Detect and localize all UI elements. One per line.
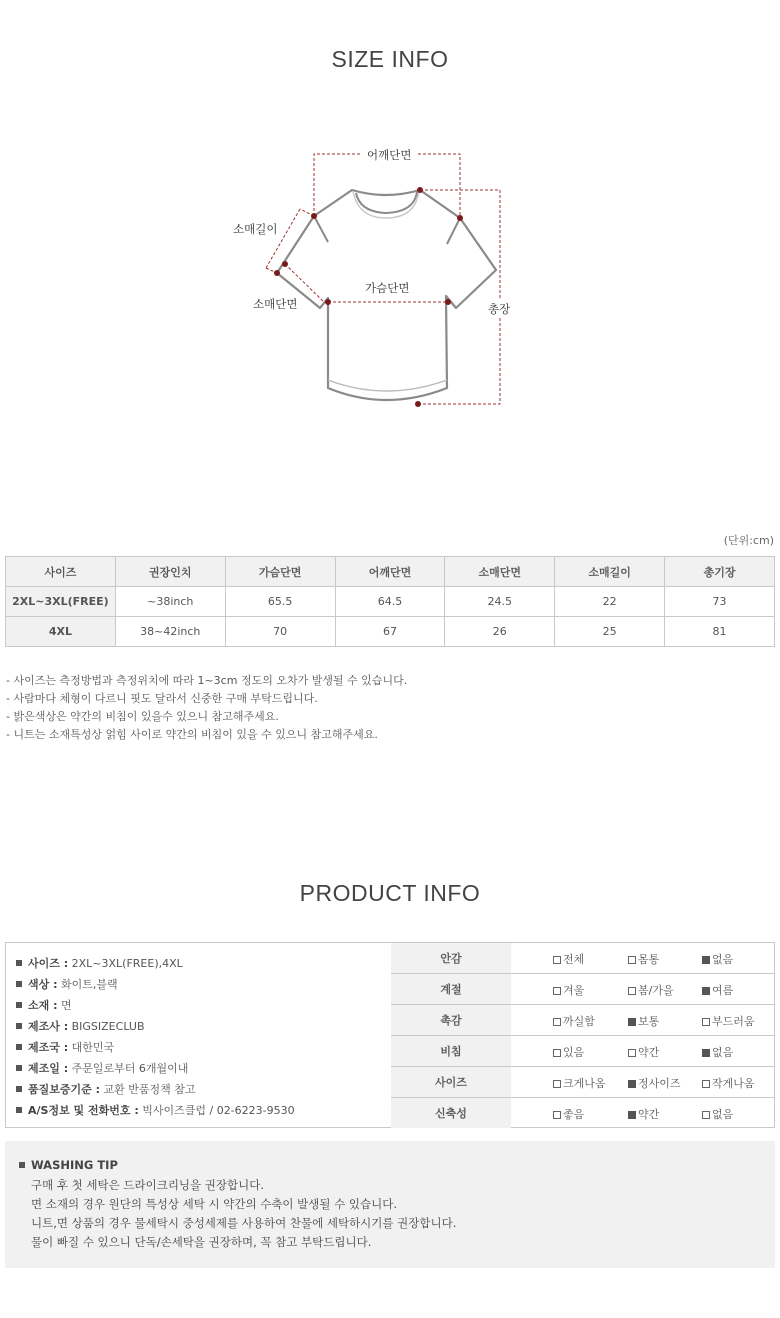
checked-box-icon xyxy=(628,1080,636,1088)
bullet-square-icon xyxy=(16,1086,22,1092)
bullet-square-icon xyxy=(16,1044,22,1050)
feature-option-text: 몸통 xyxy=(638,953,660,966)
feature-row xyxy=(391,1005,774,1036)
size-notes xyxy=(6,672,407,744)
unchecked-box-icon xyxy=(702,1018,710,1026)
spec-key: 소재 : xyxy=(28,999,58,1012)
feature-option-text: 약간 xyxy=(638,1108,660,1121)
label-chest: 가슴단면 xyxy=(365,281,410,295)
table-cell: 65.5 xyxy=(225,587,335,617)
feature-options xyxy=(511,1005,774,1036)
feature-option-text: 작게나옴 xyxy=(712,1077,755,1090)
product-info-title: PRODUCT INFO xyxy=(299,880,481,906)
unchecked-box-icon xyxy=(553,1111,561,1119)
spec-value: 교환 반품정책 참고 xyxy=(103,1083,196,1096)
washing-tip-box xyxy=(5,1141,775,1268)
feature-label: 계절 xyxy=(391,974,511,1005)
spec-value: 대한민국 xyxy=(71,1041,115,1054)
unchecked-box-icon xyxy=(628,1049,636,1057)
spec-value: 화이트,블랙 xyxy=(60,978,118,991)
bullet-square-icon xyxy=(16,960,22,966)
measure-dot xyxy=(282,261,288,267)
measure-dot xyxy=(274,270,280,276)
spec-key: 제조사 : xyxy=(28,1020,69,1033)
spec-item xyxy=(16,1058,391,1079)
unchecked-box-icon xyxy=(553,1080,561,1088)
checked-box-icon xyxy=(628,1111,636,1119)
note-line: - 밝은색상은 약간의 비침이 있을수 있으니 참고해주세요. xyxy=(6,710,279,723)
feature-option xyxy=(553,1013,595,1029)
table-cell: 67 xyxy=(335,617,445,647)
feature-label: 촉감 xyxy=(391,1005,511,1036)
spec-key: 사이즈 : xyxy=(28,957,69,970)
column-header: 총기장 xyxy=(665,557,775,587)
table-cell: 64.5 xyxy=(335,587,445,617)
label-total-length: 총장 xyxy=(488,302,511,316)
column-header: 소매길이 xyxy=(555,557,665,587)
spec-value: 면 xyxy=(60,999,72,1012)
feature-row xyxy=(391,1067,774,1098)
unchecked-box-icon xyxy=(553,1049,561,1057)
table-cell: ~38inch xyxy=(115,587,225,617)
table-row xyxy=(6,587,775,617)
measure-dot xyxy=(445,299,451,305)
checked-box-icon xyxy=(702,956,710,964)
feature-option-text: 있음 xyxy=(563,1046,585,1059)
table-cell: 81 xyxy=(665,617,775,647)
feature-option xyxy=(553,1044,584,1060)
table-cell-size: 4XL xyxy=(6,617,116,647)
washing-tip-line: 물이 빠질 수 있으니 단독/손세탁을 권장하며, 꼭 참고 부탁드립니다. xyxy=(31,1235,372,1249)
feature-label: 비침 xyxy=(391,1036,511,1067)
feature-option xyxy=(702,1075,755,1091)
bullet-square-icon xyxy=(16,1107,22,1113)
feature-option xyxy=(553,951,584,967)
measure-dot xyxy=(311,213,317,219)
feature-options xyxy=(511,974,774,1005)
unchecked-box-icon xyxy=(628,987,636,995)
spec-value: 2XL~3XL(FREE),4XL xyxy=(71,957,183,970)
feature-option xyxy=(628,1013,659,1029)
feature-option-text: 크게나옴 xyxy=(563,1077,606,1090)
feature-option-text: 보통 xyxy=(638,1015,660,1028)
column-header: 소매단면 xyxy=(445,557,555,587)
table-row xyxy=(6,617,775,647)
checked-box-icon xyxy=(628,1018,636,1026)
spec-key: 품질보증기준 : xyxy=(28,1083,100,1096)
column-header: 가슴단면 xyxy=(225,557,335,587)
unchecked-box-icon xyxy=(553,1018,561,1026)
feature-row xyxy=(391,1098,774,1129)
measure-dot xyxy=(457,215,463,221)
tshirt-measurement-diagram xyxy=(0,0,780,520)
size-info-title: SIZE INFO xyxy=(331,46,449,72)
unchecked-box-icon xyxy=(553,987,561,995)
feature-option xyxy=(702,1044,733,1060)
unchecked-box-icon xyxy=(628,956,636,964)
label-sleeve-length: 소매길이 xyxy=(233,222,278,236)
column-header: 권장인치 xyxy=(115,557,225,587)
washing-tip-title xyxy=(19,1158,118,1172)
feature-option-text: 봄/가을 xyxy=(638,984,674,997)
product-info-box xyxy=(5,942,775,1128)
feature-option xyxy=(702,1013,755,1029)
size-table-header-row xyxy=(6,557,775,587)
label-sleeve-width: 소매단면 xyxy=(253,297,298,311)
unchecked-box-icon xyxy=(702,1111,710,1119)
table-cell: 25 xyxy=(555,617,665,647)
feature-option-text: 전체 xyxy=(563,953,585,966)
spec-value: 빅사이즈클럽 / 02-6223-9530 xyxy=(142,1104,295,1117)
bullet-square-icon xyxy=(16,1065,22,1071)
feature-option-text: 없음 xyxy=(712,1046,734,1059)
feature-option xyxy=(628,1044,659,1060)
feature-row xyxy=(391,943,774,974)
spec-value: 주문일로부터 6개월이내 xyxy=(71,1062,189,1075)
feature-option-text: 겨울 xyxy=(563,984,585,997)
size-table xyxy=(5,556,775,647)
feature-option-text: 까실함 xyxy=(563,1015,595,1028)
spec-item xyxy=(16,953,391,974)
feature-option xyxy=(553,1106,584,1122)
feature-label: 안감 xyxy=(391,943,511,974)
feature-option-text: 좋음 xyxy=(563,1108,585,1121)
feature-option xyxy=(628,1106,659,1122)
table-cell: 70 xyxy=(225,617,335,647)
table-cell: 24.5 xyxy=(445,587,555,617)
feature-options xyxy=(511,1098,774,1129)
spec-key: 색상 : xyxy=(28,978,58,991)
note-line: - 사이즈는 측정방법과 측정위치에 따라 1~3cm 정도의 오차가 발생될 수 있습니다. xyxy=(6,674,408,687)
washing-tip-line: 면 소재의 경우 원단의 특성상 세탁 시 약간의 수축이 발생될 수 있습니다. xyxy=(31,1197,398,1211)
feature-option-text: 없음 xyxy=(712,1108,734,1121)
note-line: - 니트는 소재특성상 얽힘 사이로 약간의 비침이 있을 수 있으니 참고해주세요. xyxy=(6,728,378,741)
feature-option-text: 정사이즈 xyxy=(638,1077,681,1090)
spec-item xyxy=(16,1037,391,1058)
measure-dot xyxy=(417,187,423,193)
unchecked-box-icon xyxy=(702,1080,710,1088)
unit-label: (단위:cm) xyxy=(723,534,774,547)
spec-key: A/S정보 및 전화번호 : xyxy=(28,1104,139,1117)
washing-tip-line: 구매 후 첫 세탁은 드라이크리닝을 권장합니다. xyxy=(31,1178,265,1192)
table-cell: 38~42inch xyxy=(115,617,225,647)
table-cell-size: 2XL~3XL(FREE) xyxy=(6,587,116,617)
feature-label: 신축성 xyxy=(391,1098,511,1129)
column-header: 어깨단면 xyxy=(335,557,445,587)
spec-item xyxy=(16,995,391,1016)
checked-box-icon xyxy=(702,987,710,995)
feature-options xyxy=(511,943,774,974)
feature-row xyxy=(391,974,774,1005)
feature-option-text: 없음 xyxy=(712,953,734,966)
feature-option-text: 여름 xyxy=(712,984,734,997)
spec-item xyxy=(16,1100,391,1121)
column-header: 사이즈 xyxy=(6,557,116,587)
checked-box-icon xyxy=(702,1049,710,1057)
feature-option xyxy=(553,982,584,998)
feature-label: 사이즈 xyxy=(391,1067,511,1098)
feature-option xyxy=(628,982,674,998)
bullet-square-icon xyxy=(16,981,22,987)
table-cell: 73 xyxy=(665,587,775,617)
feature-option xyxy=(553,1075,606,1091)
feature-option xyxy=(702,982,733,998)
product-feature-table xyxy=(391,943,774,1128)
washing-tip-title-text: WASHING TIP xyxy=(31,1158,118,1172)
feature-option xyxy=(702,1106,733,1122)
feature-options xyxy=(511,1036,774,1067)
note-line: - 사람마다 체형이 다르니 핏도 달라서 신중한 구매 부탁드립니다. xyxy=(6,692,318,705)
spec-item xyxy=(16,1079,391,1100)
feature-option-text: 부드러움 xyxy=(712,1015,755,1028)
washing-tip-lines xyxy=(31,1176,456,1252)
measure-dot xyxy=(325,299,331,305)
feature-options xyxy=(511,1067,774,1098)
measure-dot xyxy=(415,401,421,407)
feature-option xyxy=(628,951,659,967)
spec-key: 제조일 : xyxy=(28,1062,69,1075)
spec-value: BIGSIZECLUB xyxy=(71,1020,145,1033)
bullet-square-icon xyxy=(16,1002,22,1008)
feature-option xyxy=(702,951,733,967)
feature-option xyxy=(628,1075,681,1091)
feature-row xyxy=(391,1036,774,1067)
unchecked-box-icon xyxy=(553,956,561,964)
feature-option-text: 약간 xyxy=(638,1046,660,1059)
spec-item xyxy=(16,974,391,995)
table-cell: 26 xyxy=(445,617,555,647)
bullet-square-icon xyxy=(16,1023,22,1029)
spec-key: 제조국 : xyxy=(28,1041,69,1054)
spec-item xyxy=(16,1016,391,1037)
product-spec-list xyxy=(6,943,392,1127)
washing-tip-line: 니트,면 상품의 경우 물세탁시 중성세제를 사용하여 찬물에 세탁하시기를 권장합니다. xyxy=(31,1216,457,1230)
table-cell: 22 xyxy=(555,587,665,617)
bullet-square-icon xyxy=(19,1162,25,1168)
label-shoulder: 어깨단면 xyxy=(367,148,412,162)
